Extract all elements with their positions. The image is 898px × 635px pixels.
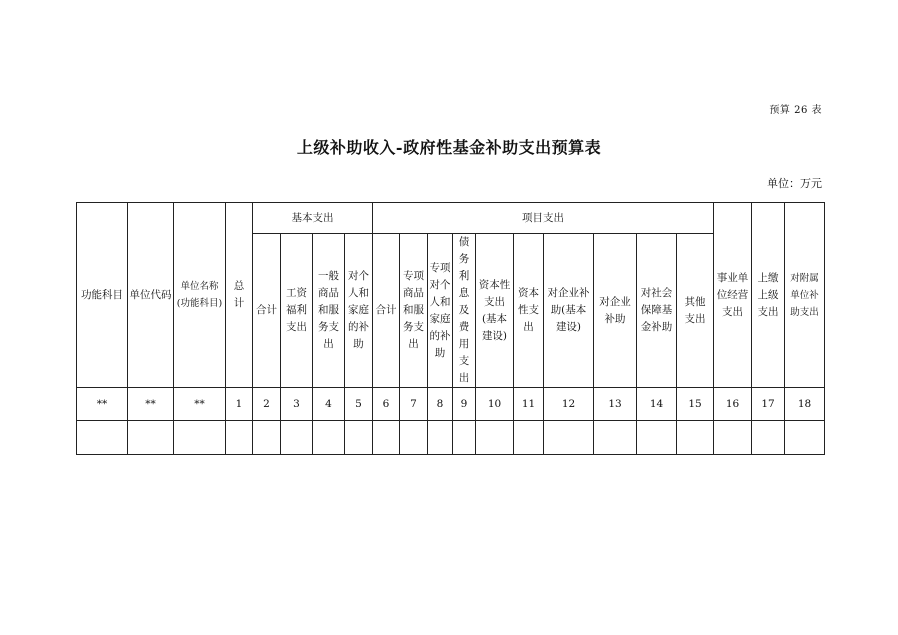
header-project-capital-construction: 资本性支出(基本建设)	[476, 234, 514, 388]
header-project-individual: 专项对个人和家庭的补助	[428, 234, 453, 388]
empty-cell	[128, 421, 174, 455]
header-row-groups	[77, 203, 825, 234]
number-row	[77, 388, 825, 421]
empty-cell	[428, 421, 453, 455]
header-turnover: 上缴上级支出	[752, 203, 785, 388]
empty-cell	[476, 421, 514, 455]
number-cell: 1	[226, 388, 253, 421]
header-project-group: 项目支出	[373, 203, 714, 234]
empty-cell	[373, 421, 400, 455]
number-cell: 4	[313, 388, 345, 421]
header-basic-goods: 一般商品和服务支出	[313, 234, 345, 388]
data-row-empty	[77, 421, 825, 455]
header-function-subject: 功能科目	[77, 203, 128, 388]
empty-cell	[677, 421, 714, 455]
header-basic-salary: 工资福利支出	[281, 234, 313, 388]
empty-cell	[453, 421, 476, 455]
header-basic-total: 合计	[253, 234, 281, 388]
header-project-debt: 债务利息及费用支出	[453, 234, 476, 388]
page-title: 上级补助收入-政府性基金补助支出预算表	[296, 138, 602, 157]
number-cell: **	[174, 388, 226, 421]
form-number: 预算 26 表	[769, 105, 822, 116]
number-cell: 17	[752, 388, 785, 421]
empty-cell	[544, 421, 594, 455]
number-cell: 18	[785, 388, 825, 421]
number-cell: **	[128, 388, 174, 421]
number-cell: 9	[453, 388, 476, 421]
empty-cell	[785, 421, 825, 455]
empty-cell	[594, 421, 637, 455]
empty-cell	[313, 421, 345, 455]
number-cell: 11	[514, 388, 544, 421]
empty-cell	[226, 421, 253, 455]
empty-cell	[514, 421, 544, 455]
empty-cell	[752, 421, 785, 455]
number-cell: 3	[281, 388, 313, 421]
number-cell: 8	[428, 388, 453, 421]
header-unit-code: 单位代码	[128, 203, 174, 388]
number-cell: **	[77, 388, 128, 421]
budget-table	[76, 202, 825, 455]
header-project-social-security: 对社会保障基金补助	[637, 234, 677, 388]
header-total: 总计	[226, 203, 253, 388]
number-cell: 14	[637, 388, 677, 421]
empty-cell	[714, 421, 752, 455]
empty-cell	[281, 421, 313, 455]
number-cell: 2	[253, 388, 281, 421]
empty-cell	[345, 421, 373, 455]
number-cell: 5	[345, 388, 373, 421]
empty-cell	[77, 421, 128, 455]
header-business-expense: 事业单位经营支出	[714, 203, 752, 388]
header-subsidiary-subsidy: 对附属单位补助支出	[785, 203, 825, 388]
header-project-other: 其他支出	[677, 234, 714, 388]
number-cell: 15	[677, 388, 714, 421]
header-project-enterprise-construction: 对企业补助(基本建设)	[544, 234, 594, 388]
number-cell: 12	[544, 388, 594, 421]
number-cell: 13	[594, 388, 637, 421]
empty-cell	[174, 421, 226, 455]
empty-cell	[253, 421, 281, 455]
empty-cell	[637, 421, 677, 455]
header-project-enterprise: 对企业补助	[594, 234, 637, 388]
number-cell: 6	[373, 388, 400, 421]
unit-label: 单位：万元	[767, 177, 822, 190]
header-basic-group: 基本支出	[253, 203, 373, 234]
header-project-goods: 专项商品和服务支出	[400, 234, 428, 388]
header-basic-individual: 对个人和家庭的补助	[345, 234, 373, 388]
number-cell: 16	[714, 388, 752, 421]
header-project-capital: 资本性支出	[514, 234, 544, 388]
number-cell: 10	[476, 388, 514, 421]
empty-cell	[400, 421, 428, 455]
header-unit-name: 单位名称 (功能科目)	[174, 203, 226, 388]
header-project-total: 合计	[373, 234, 400, 388]
number-cell: 7	[400, 388, 428, 421]
